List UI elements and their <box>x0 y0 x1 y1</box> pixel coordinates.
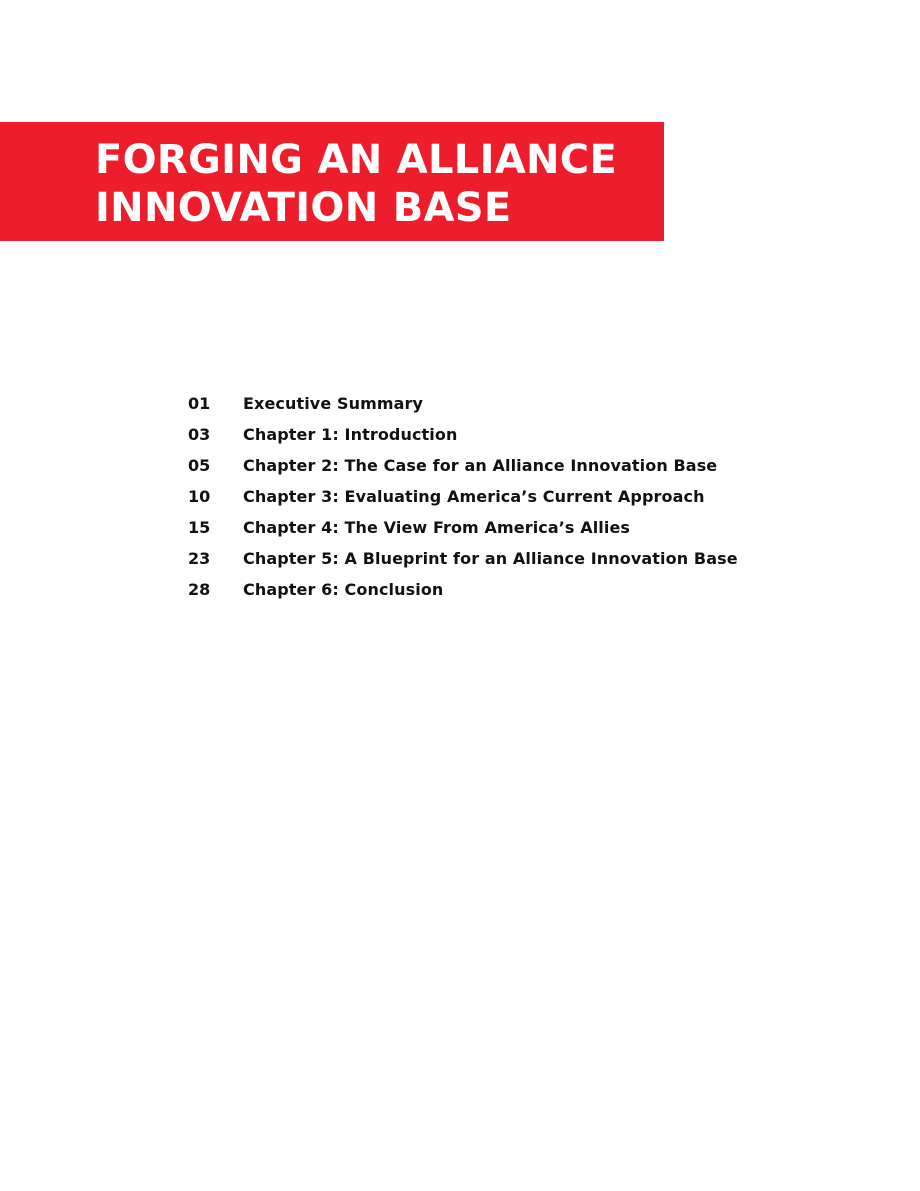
toc-page-number: 23 <box>188 549 211 568</box>
toc-entry-label: Chapter 1: Introduction <box>243 425 458 444</box>
toc-entry-label: Chapter 5: A Blueprint for an Alliance Innovation Base <box>243 549 738 568</box>
table-of-contents <box>188 388 828 605</box>
toc-item-chapter-1[interactable] <box>188 419 828 450</box>
toc-page-number: 10 <box>188 487 211 506</box>
title-banner <box>0 122 664 241</box>
toc-entry-label: Chapter 3: Evaluating America’s Current Approach <box>243 487 705 506</box>
toc-page-number: 03 <box>188 425 211 444</box>
toc-item-chapter-2[interactable] <box>188 450 828 481</box>
page-title-line-1: FORGING AN ALLIANCE <box>95 137 618 183</box>
toc-item-chapter-5[interactable] <box>188 543 828 574</box>
toc-entry-label: Chapter 2: The Case for an Alliance Innovation Base <box>243 456 718 475</box>
toc-page-number: 28 <box>188 580 211 599</box>
toc-item-chapter-4[interactable] <box>188 512 828 543</box>
toc-item-chapter-6[interactable] <box>188 574 828 605</box>
toc-item-executive-summary[interactable] <box>188 388 828 419</box>
toc-entry-label: Executive Summary <box>243 394 424 413</box>
toc-item-chapter-3[interactable] <box>188 481 828 512</box>
page-title-line-2: INNOVATION BASE <box>95 185 512 231</box>
toc-page-number: 15 <box>188 518 211 537</box>
toc-page-number: 01 <box>188 394 211 413</box>
toc-page-number: 05 <box>188 456 211 475</box>
toc-entry-label: Chapter 6: Conclusion <box>243 580 444 599</box>
toc-entry-label: Chapter 4: The View From America’s Allies <box>243 518 631 537</box>
